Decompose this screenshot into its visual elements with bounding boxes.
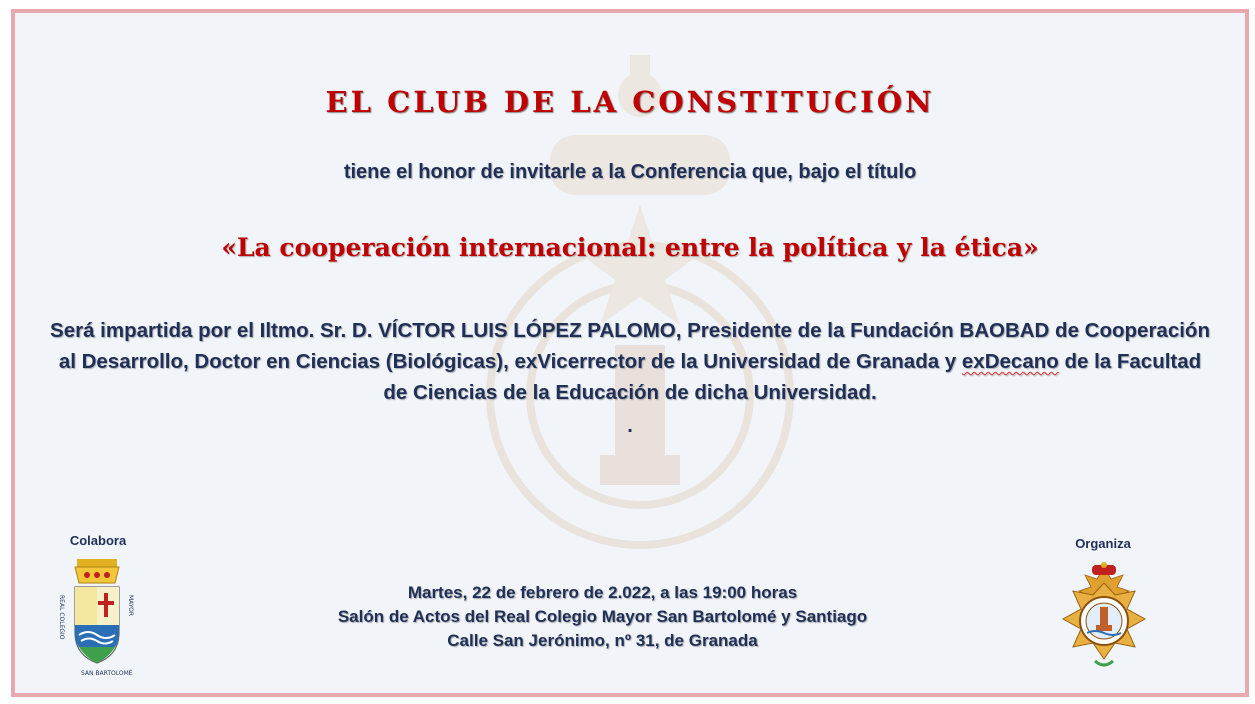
heading: EL CLUB DE LA CONSTITUCIÓN bbox=[325, 85, 935, 119]
speaker-text-underlined: exDecano bbox=[961, 350, 1059, 373]
collabora-label: Colabora bbox=[69, 533, 127, 548]
svg-text:SAN BARTOLOMÉ: SAN BARTOLOMÉ bbox=[81, 670, 133, 677]
speaker-text-1: Será impartida por el Iltmo. Sr. D. VÍCTOR LUIS LÓPEZ PALOMO, Presidente de la Fundación BAOBAD de Cooperación al Desarrollo, Doctor en Ciencias (Biológicas), exVicerrector de la Universidad de Granada y bbox=[50, 319, 1210, 373]
speaker-description bbox=[45, 315, 1215, 408]
organiza-label: Organiza bbox=[1075, 536, 1131, 551]
event-venue: Salón de Actos del Real Colegio Mayor San Bartolomé y Santiago bbox=[337, 607, 868, 626]
event-details bbox=[15, 581, 1190, 653]
event-address: Calle San Jerónimo, nº 31, de Granada bbox=[447, 631, 758, 650]
conference-title: «La cooperación internacional: entre la política y la ética» bbox=[221, 233, 1039, 262]
invitation-card bbox=[11, 9, 1249, 697]
trailing-dot: . bbox=[627, 415, 633, 437]
invitation-intro: tiene el honor de invitarle a la Conferencia que, bajo el título bbox=[343, 161, 917, 183]
svg-text:MAYOR: MAYOR bbox=[127, 595, 134, 617]
club-constitucion-logo bbox=[1059, 561, 1149, 679]
speaker-text-2: de la Facultad de Ciencias de la Educación de dicha Universidad. bbox=[383, 350, 1202, 404]
event-date: Martes, 22 de febrero de 2.022, a las 19:00 horas bbox=[407, 583, 798, 602]
svg-text:REAL COLEGIO: REAL COLEGIO bbox=[58, 595, 65, 640]
colegio-mayor-logo bbox=[51, 555, 143, 680]
